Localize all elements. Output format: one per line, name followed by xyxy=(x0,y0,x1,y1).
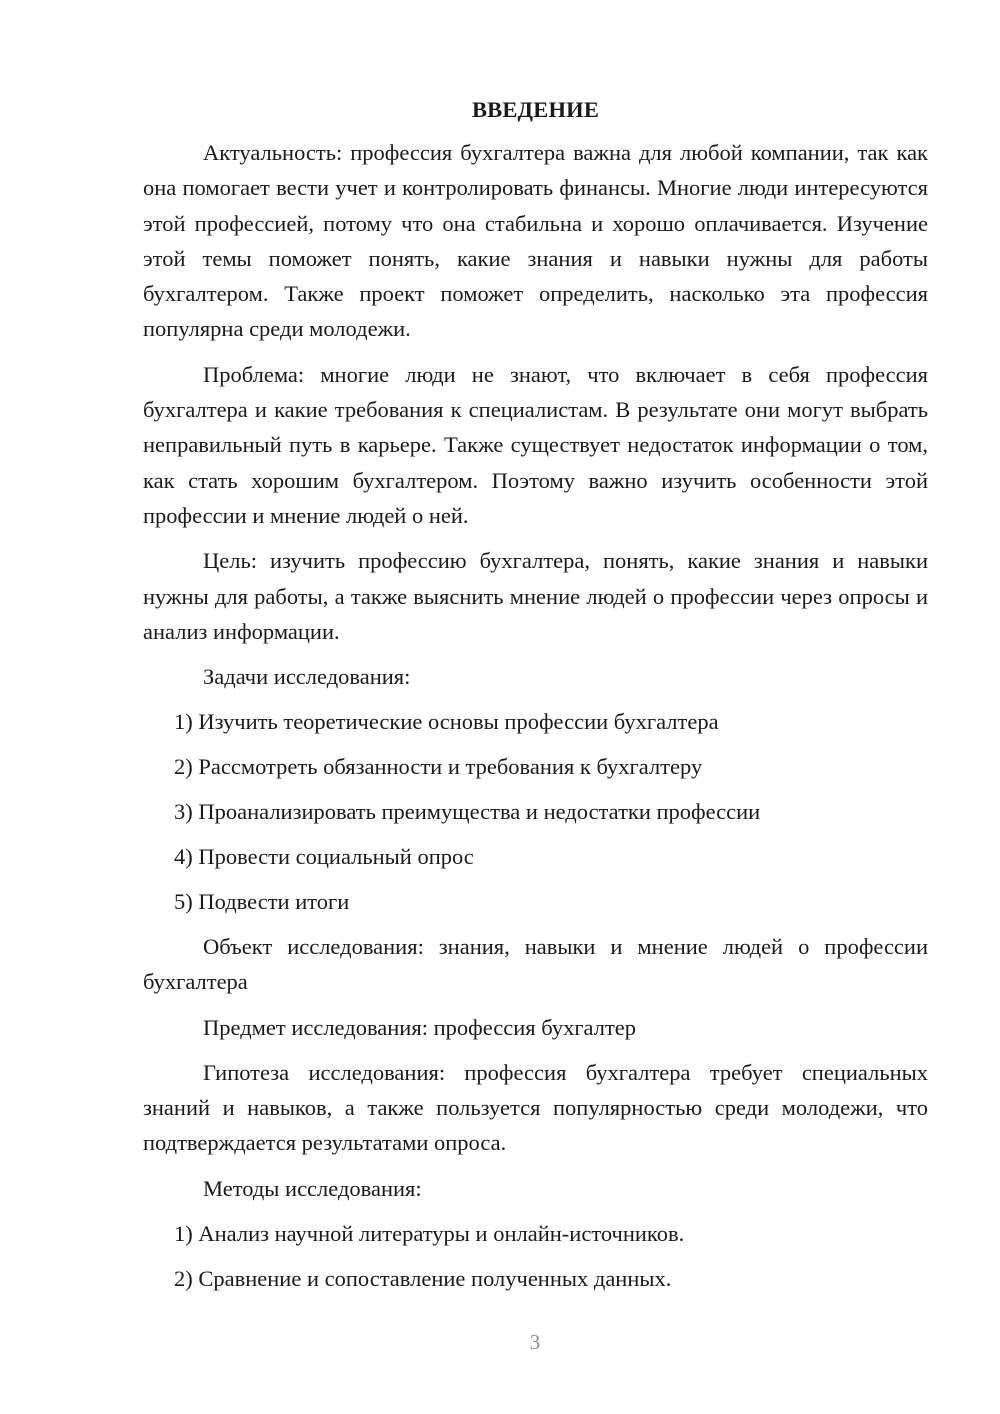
task-item: 2) Рассмотреть обязанности и требования к бухгалтеру xyxy=(174,754,703,780)
problem-paragraph: Проблема: многие люди не знают, что включает в себя профессия бухгалтера и какие требования к специалистам. В результате они могут выбрать неправильный путь в карьере. Также существует недостаток информации о том, как стать хорошим бухгалтером. Поэтому важно изучить особенности этой профессии и мнение людей о ней. xyxy=(143,361,928,528)
methods-heading: Методы исследования: xyxy=(203,1175,422,1201)
method-item: 1) Анализ научной литературы и онлайн-источников. xyxy=(174,1220,685,1246)
page-number: 3 xyxy=(529,1330,541,1354)
page-content xyxy=(143,92,928,1306)
subject-paragraph: Предмет исследования: профессия бухгалтер xyxy=(203,1014,637,1040)
task-item: 5) Подвести итоги xyxy=(174,889,350,915)
task-item: 3) Проанализировать преимущества и недостатки профессии xyxy=(174,799,761,825)
goal-paragraph: Цель: изучить профессию бухгалтера, понять, какие знания и навыки нужны для работы, а также выяснить мнение людей о профессии через опросы и анализ информации. xyxy=(143,548,928,644)
task-item: 4) Провести социальный опрос xyxy=(174,844,474,870)
task-item: 1) Изучить теоретические основы профессии бухгалтера xyxy=(174,709,719,735)
method-item: 2) Сравнение и сопоставление полученных данных. xyxy=(174,1265,672,1291)
relevance-paragraph: Актуальность: профессия бухгалтера важна для любой компании, так как она помогает вести учет и контролировать финансы. Многие люди интересуются этой профессией, потому что она стабильна и хорошо оплачивается. Изучение этой темы поможет понять, какие знания и навыки нужны для работы бухгалтером. Также проект поможет определить, насколько эта профессия популярна среди молодежи. xyxy=(143,140,928,342)
object-paragraph: Объект исследования: знания, навыки и мнение людей о профессии бухгалтера xyxy=(143,934,928,995)
page-title: ВВЕДЕНИЕ xyxy=(471,97,600,122)
tasks-heading: Задачи исследования: xyxy=(203,664,411,690)
hypothesis-paragraph: Гипотеза исследования: профессия бухгалтера требует специальных знаний и навыков, а также пользуется популярностью среди молодежи, что подтверждается результатами опроса. xyxy=(143,1059,928,1156)
